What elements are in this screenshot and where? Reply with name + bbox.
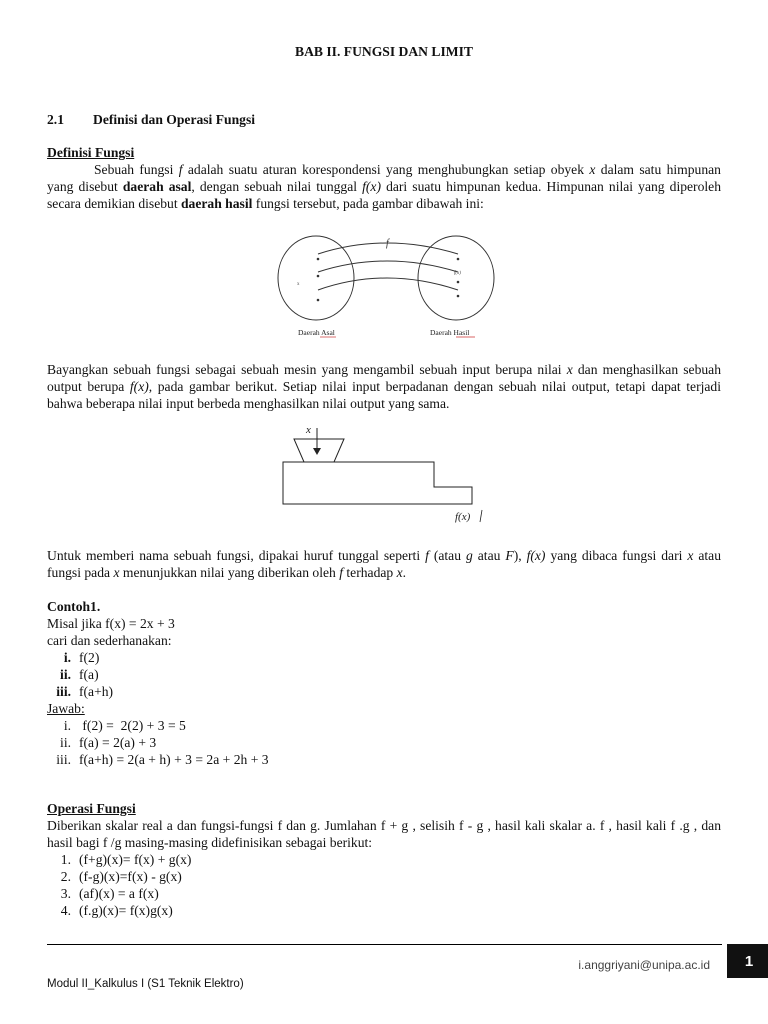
- list-marker: ii.: [60, 735, 71, 750]
- list-item: [47, 868, 191, 885]
- mapping-diagram: [270, 226, 500, 344]
- fx-label: f(x): [454, 271, 461, 276]
- definisi-paragraph: [47, 161, 721, 212]
- list-item: [47, 683, 721, 700]
- mesin-paragraph: [47, 361, 721, 412]
- text-run: adalah suatu aturan korespondensi yang menghubungkan setiap obyek: [182, 162, 590, 177]
- function-machine-diagram: [276, 420, 496, 526]
- contoh-line-1: Misal jika f(x) = 2x + 3: [47, 616, 175, 631]
- operasi-paragraph: Diberikan skalar real a dan fungsi-fungsi f dan g. Jumlahan f + g , selisih f - g , hasil kali skalar a. f , hasil kali f .g , dan hasil bagi f /g masing-masing didefinisikan sebagai berikut:: [47, 818, 721, 850]
- input-arrowhead: [313, 448, 321, 455]
- text-run: .: [402, 565, 407, 580]
- section-heading: [47, 112, 255, 128]
- text-run: Untuk memberi nama sebuah fungsi, dipakai huruf tunggal seperti: [47, 548, 426, 563]
- text-run: Bayangkan sebuah fungsi sebagai sebuah mesin yang mengambil sebuah input berupa nilai: [47, 362, 567, 377]
- bold-daerah-hasil: daerah hasil: [181, 196, 253, 211]
- text-run: menunjukkan nilai yang diberikan oleh: [119, 565, 340, 580]
- bold-daerah-asal: daerah asal: [122, 179, 192, 194]
- text-run: dalam satu himpunan yang disebut: [47, 162, 721, 194]
- output-tick: [480, 510, 482, 522]
- list-marker: iii.: [56, 752, 71, 767]
- list-text: (f-g)(x)=f(x) - g(x): [79, 869, 182, 884]
- text-run: Sebuah fungsi: [94, 162, 179, 177]
- jawab-heading: Jawab:: [47, 701, 85, 716]
- range-point: [457, 258, 460, 261]
- range-point: [457, 295, 460, 298]
- range-label: Daerah Hasil: [430, 328, 470, 337]
- list-item: [47, 666, 721, 683]
- section-number: 2.1: [47, 112, 64, 127]
- italic-run: g: [465, 548, 473, 563]
- list-item: [47, 649, 721, 666]
- domain-ellipse: [278, 236, 354, 320]
- list-text: f(a): [79, 667, 99, 682]
- domain-point: [317, 275, 320, 278]
- italic-fx: f(x): [362, 179, 381, 194]
- list-marker: 2.: [60, 869, 71, 884]
- footer-module: Modul II_Kalkulus I (S1 Teknik Elektro): [47, 978, 244, 990]
- output-fx-label: f(x): [455, 511, 471, 523]
- list-item: [47, 851, 191, 868]
- range-point: [457, 281, 460, 284]
- italic-run: x: [113, 565, 120, 580]
- contoh-line-2: cari dan sederhanakan:: [47, 633, 172, 648]
- section-title: Definisi dan Operasi Fungsi: [93, 112, 256, 127]
- mapping-arrow-3: [318, 278, 458, 290]
- list-item: [47, 885, 191, 902]
- page-number: 1: [727, 944, 768, 978]
- text-run: ),: [513, 548, 527, 563]
- italic-x: x: [589, 162, 596, 177]
- list-marker: iii.: [56, 684, 71, 699]
- domain-point: [317, 258, 320, 261]
- list-marker: 1.: [60, 852, 71, 867]
- x-label: x: [297, 282, 300, 287]
- text-run: yang dibaca fungsi dari: [545, 548, 688, 563]
- list-marker: i.: [63, 718, 71, 733]
- italic-fx: f(x): [129, 379, 149, 394]
- nama-paragraph: [47, 547, 721, 581]
- definisi-heading: Definisi Fungsi: [47, 145, 135, 160]
- list-item: [47, 902, 191, 919]
- list-marker: 4.: [60, 903, 71, 918]
- italic-f: f: [178, 162, 183, 177]
- italic-run: f(x): [526, 548, 546, 563]
- domain-point: [317, 299, 320, 302]
- italic-run: F: [505, 548, 514, 563]
- italic-run: f: [425, 548, 429, 563]
- list-text: (af)(x) = a f(x): [79, 886, 159, 901]
- operasi-list: [47, 851, 191, 919]
- text-run: , dengan sebuah nilai tunggal: [191, 179, 363, 194]
- list-item: [47, 734, 721, 751]
- list-marker: 3.: [60, 886, 71, 901]
- italic-x: x: [566, 362, 573, 377]
- operasi-heading: Operasi Fungsi: [47, 801, 136, 816]
- contoh-block: [47, 598, 721, 768]
- machine-body: [283, 462, 472, 504]
- italic-run: f: [339, 565, 343, 580]
- list-text: f(a+h) = 2(a + h) + 3 = 2a + 2h + 3: [79, 752, 269, 767]
- list-item: [47, 751, 721, 768]
- mapping-arrow-2: [318, 261, 458, 272]
- list-text: (f.g)(x)= f(x)g(x): [79, 903, 173, 918]
- list-marker: i.: [63, 650, 71, 665]
- footer-divider: [47, 944, 722, 945]
- contoh-heading: Contoh1.: [47, 599, 101, 614]
- text-run: terhadap: [343, 565, 397, 580]
- list-text: f(2) = 2(2) + 3 = 5: [79, 718, 186, 733]
- text-run: fungsi tersebut, pada gambar dibawah ini:: [252, 196, 484, 211]
- list-text: f(a) = 2(a) + 3: [79, 735, 157, 750]
- text-run: , pada gambar berikut. Setiap nilai input berpadanan dengan sebuah nilai output, tetapi dapat terjadi bahwa beberapa nilai input berbeda menghasilkan nilai output yang sama.: [47, 379, 721, 411]
- italic-run: x: [396, 565, 403, 580]
- f-label: f: [386, 238, 389, 249]
- list-text: (f+g)(x)= f(x) + g(x): [79, 852, 192, 867]
- footer-email: i.anggriyani@unipa.ac.id: [578, 958, 710, 972]
- text-run: (atau: [428, 548, 466, 563]
- text-run: dari suatu himpunan kedua. Himpunan nilai yang diperoleh secara demikian disebut: [47, 179, 721, 211]
- list-marker: ii.: [60, 667, 71, 682]
- text-run: dan menghasilkan sebuah output berupa: [47, 362, 721, 394]
- domain-label: Daerah Asal: [298, 328, 335, 337]
- chapter-title: BAB II. FUNGSI DAN LIMIT: [295, 44, 473, 59]
- input-x-label: x: [306, 424, 311, 436]
- text-run: atau fungsi pada: [47, 548, 722, 580]
- list-text: f(2): [79, 650, 100, 665]
- italic-run: x: [687, 548, 694, 563]
- range-ellipse: [418, 236, 494, 320]
- list-item: [47, 717, 721, 734]
- list-text: f(a+h): [79, 684, 114, 699]
- text-run: atau: [472, 548, 506, 563]
